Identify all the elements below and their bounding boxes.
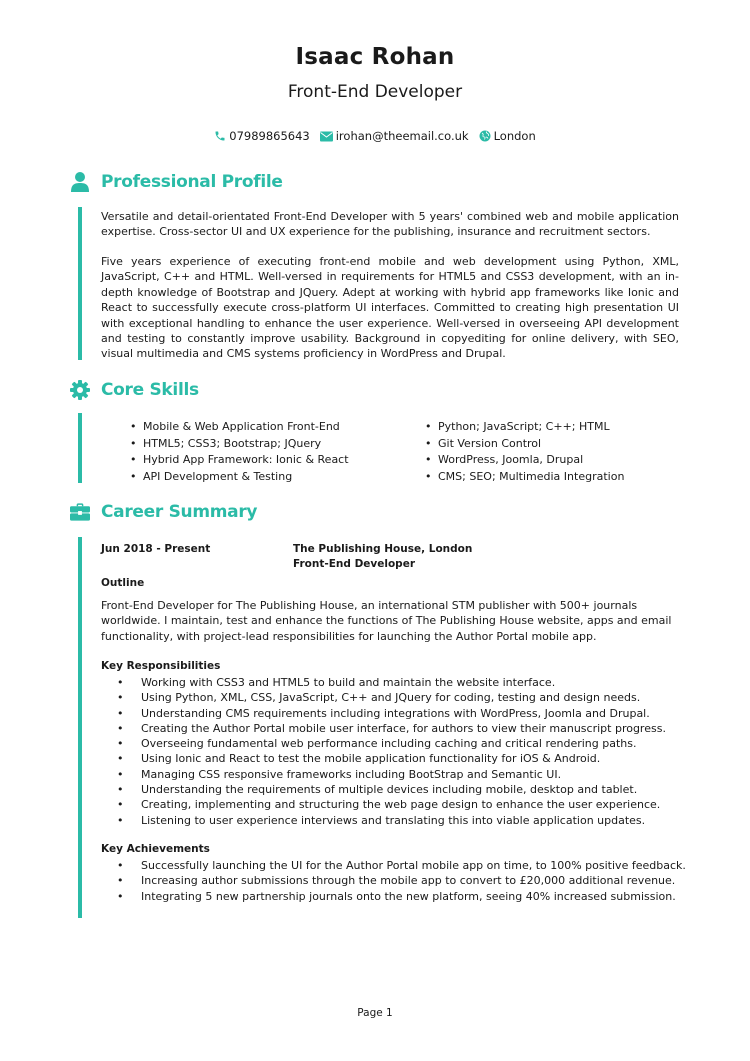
list-item: • Increasing author submissions through the mobile app to convert to £20,000 additional revenue. (101, 873, 691, 888)
skill-item: • WordPress, Joomla, Drupal (425, 452, 624, 469)
job-dates: Jun 2018 - Present (101, 543, 211, 555)
skill-item: • Git Version Control (425, 436, 624, 453)
career-accent-bar (78, 537, 82, 918)
page-number: Page 1 (357, 1007, 393, 1019)
skills-accent-bar (78, 413, 82, 483)
outline-label: Outline (101, 577, 145, 589)
achievements-label: Key Achievements (101, 843, 210, 855)
responsibilities-list (101, 675, 691, 828)
user-icon (70, 172, 90, 192)
list-item: • Using Python, XML, CSS, JavaScript, C++ and JQuery for coding, testing and design needs. (101, 690, 691, 705)
skills-section-title: Core Skills (101, 380, 199, 400)
candidate-role: Front-End Developer (287, 82, 463, 102)
list-item: • Overseeing fundamental web performance including caching and critical rendering paths. (101, 736, 691, 751)
skill-item: • Python; JavaScript; C++; HTML (425, 419, 624, 436)
skills-section-header (70, 380, 199, 400)
skills-list-left (130, 419, 349, 485)
responsibilities-label: Key Responsibilities (101, 660, 221, 672)
profile-paragraph-1: Versatile and detail-orientated Front-End Developer with 5 years' combined web and mobile application expertise. Cross-sector UI and UX experience for the publishing, insurance and recruitment sectors. (101, 210, 679, 239)
list-item: • Managing CSS responsive frameworks including BootStrap and Semantic UI. (101, 767, 691, 782)
profile-section-header (70, 172, 283, 192)
list-item: • Integrating 5 new partnership journals onto the new platform, seeing 40% increased submission. (101, 889, 691, 904)
job-position: Front-End Developer (293, 558, 415, 570)
briefcase-icon (70, 502, 90, 522)
job-outline: Front-End Developer for The Publishing House, an international STM publisher with 500+ journals worldwide. I maintain, test and enhance the functions of The Publishing House website, apps and email functionality, with project-lead responsibilities for launching the Author Portal mobile app. (101, 599, 672, 643)
contact-line (0, 129, 750, 143)
contact-email[interactable] (320, 129, 469, 143)
profile-paragraph-2: Five years experience of executing front-end mobile and web development using Python, XML, JavaScript, C++ and HTML. Well-versed in requirements for HTML5 and CSS3 development, with an in-depth knowledge of Bootstrap and JQuery. Adept at working with hybrid app frameworks like Ionic and React to successfully execute cross-platform UI interfaces. Committed to creating high presentation UI with exceptional handling to enhance the user experience. Well-versed in overseeing API development and testing to constantly improve usability. Background in copyediting for online delivery, with SEO, visual multimedia and CMS systems proficiency in WordPress and Drupal. (101, 255, 679, 361)
list-item: • Listening to user experience interviews and translating this into viable application updates. (101, 813, 691, 828)
skill-item: • CMS; SEO; Multimedia Integration (425, 469, 624, 486)
list-item: • Understanding CMS requirements including integrations with WordPress, Joomla and Drupal. (101, 706, 691, 721)
list-item: • Using Ionic and React to test the mobile application functionality for iOS & Android. (101, 751, 691, 766)
gear-icon (70, 380, 90, 400)
skill-item: • Hybrid App Framework: Ionic & React (130, 452, 349, 469)
list-item: • Creating the Author Portal mobile user interface, for authors to view their manuscript progress. (101, 721, 691, 736)
skill-item: • Mobile & Web Application Front-End (130, 419, 349, 436)
phone-number: 07989865643 (229, 129, 310, 143)
email-address: irohan@theemail.co.uk (335, 129, 469, 143)
career-section-header (70, 502, 257, 522)
skill-item: • API Development & Testing (130, 469, 349, 486)
phone-icon (214, 130, 226, 142)
job-company: The Publishing House, London (293, 543, 473, 555)
achievements-list (101, 858, 691, 904)
list-item: • Working with CSS3 and HTML5 to build and maintain the website interface. (101, 675, 691, 690)
career-section-title: Career Summary (101, 502, 258, 522)
profile-accent-bar (78, 207, 82, 360)
skills-list-right (425, 419, 624, 485)
contact-location (479, 129, 536, 143)
globe-icon (479, 130, 491, 142)
list-item: • Successfully launching the UI for the Author Portal mobile app on time, to 100% positive feedback. (101, 858, 691, 873)
location-text: London (493, 129, 536, 143)
skill-item: • HTML5; CSS3; Bootstrap; JQuery (130, 436, 349, 453)
profile-section-title: Professional Profile (101, 172, 283, 192)
list-item: • Understanding the requirements of multiple devices including mobile, desktop and tablet. (101, 782, 691, 797)
contact-phone[interactable] (214, 129, 309, 143)
candidate-name: Isaac Rohan (295, 44, 455, 70)
list-item: • Creating, implementing and structuring the web page design to enhance the user experience. (101, 797, 691, 812)
envelope-icon (320, 131, 333, 142)
